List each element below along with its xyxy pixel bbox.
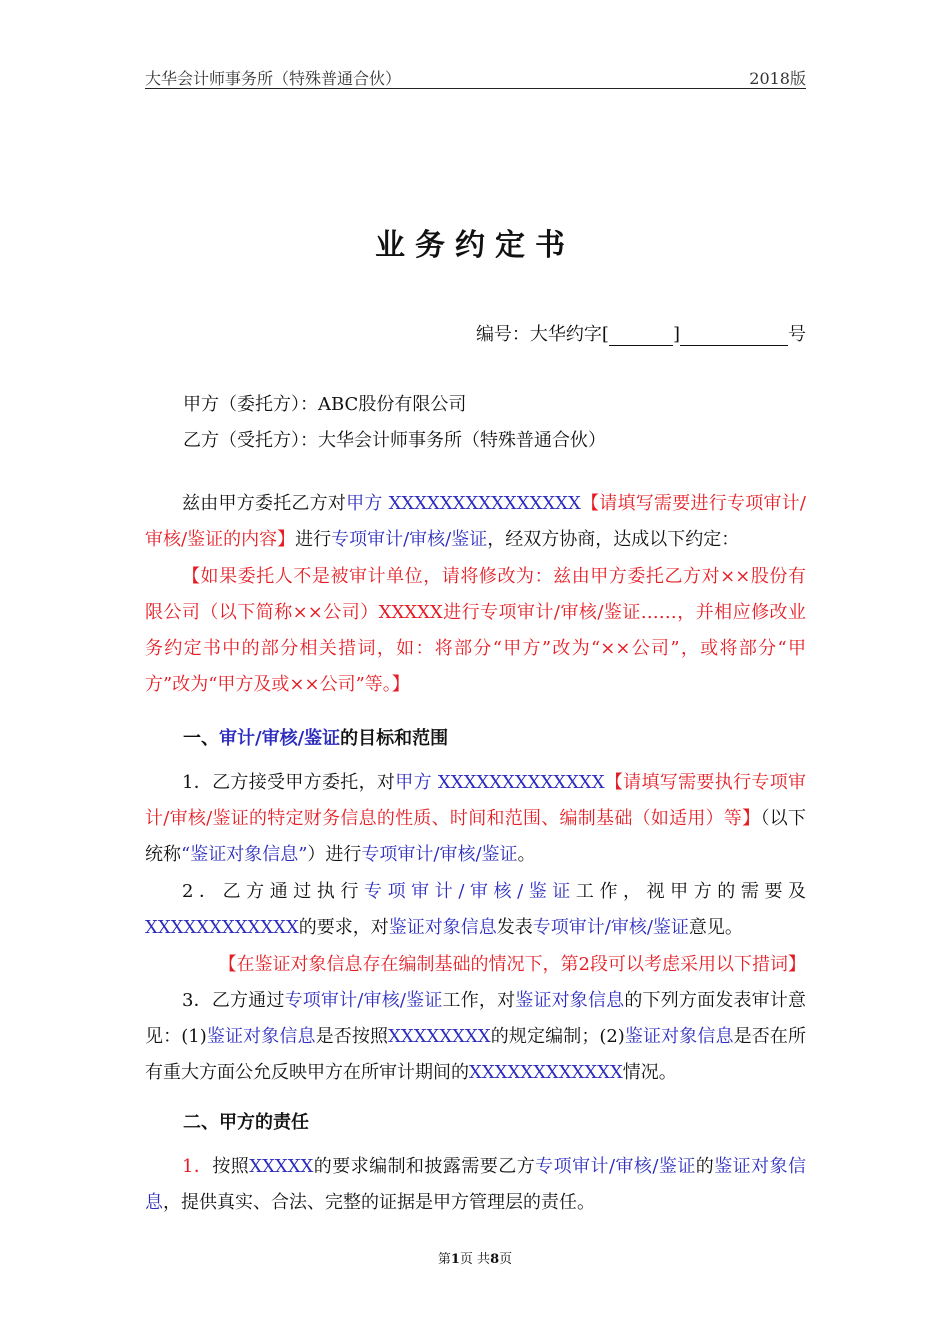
intro-text-1: 兹由甲方委托乙方对	[182, 493, 347, 514]
intro-subject: 甲方 XXXXXXXXXXXXXXX	[346, 493, 581, 514]
header-version: 2018版	[749, 69, 806, 88]
section-1-heading	[183, 724, 448, 750]
section-1-blue-term: 审计/审核/鉴证	[219, 728, 341, 749]
document-title: 业务约定书	[375, 228, 575, 263]
doc-number-prefix: 编号：大华约字[	[475, 324, 609, 345]
s1-item1-text-f: ）进行	[307, 844, 362, 865]
intro-fill-note: 【请填写需要进行专项审计/审核/鉴证的内容】	[145, 493, 806, 550]
footer-total-pages: 8	[490, 1252, 500, 1267]
section-2-heading: 二、甲方的责任	[183, 1112, 309, 1133]
footer-text-b: 页 共	[459, 1252, 491, 1267]
s2-item1-text-h: ，提供真实、合法、完整的证据是甲方管理层的责任。	[163, 1192, 595, 1213]
footer-text-a: 第	[437, 1252, 451, 1267]
s1-item1-fill-note: 【请填写需要执行专项审计/审核/鉴证的特定财务信息的性质、时间和范围、编制基础（如适用）等】	[145, 772, 807, 829]
s1-item1-text-a: 1．乙方接受甲方委托，对	[182, 772, 396, 793]
s2-item1-defined-term: 鉴证对象信息	[145, 1156, 807, 1213]
doc-number-blank-1	[609, 325, 673, 346]
s1-item1-text-h: 。	[517, 844, 536, 865]
doc-number-blank-2	[680, 325, 788, 346]
section-1-item-3	[145, 983, 806, 1091]
header-firm-name: 大华会计师事务所（特殊普通合伙）	[145, 69, 402, 88]
s1-item2-text-e: 的要求，对	[298, 917, 389, 938]
intro-paragraph	[145, 486, 806, 558]
s1-item3-placeholder-2: XXXXXXXXXXXX	[469, 1062, 623, 1083]
s1-item1-engagement-type: 专项审计/审核/鉴证	[361, 844, 518, 865]
party-b: 乙方（受托方）：大华会计师事务所（特殊普通合伙）	[183, 430, 606, 451]
s1-item3-text-a: 3．乙方通过	[182, 990, 285, 1011]
section-1-suffix: 的目标和范围	[340, 728, 449, 749]
s1-item2-text-i: 意见。	[688, 917, 743, 938]
footer-text-c: 页	[499, 1252, 513, 1267]
intro-text-3: ，经双方协商，达成以下约定：	[487, 529, 740, 550]
s1-item2-engagement-type-2: 专项审计/审核/鉴证	[532, 917, 689, 938]
s1-item3-text-m: 情况。	[622, 1062, 677, 1083]
s1-item1-subject: 甲方 XXXXXXXXXXXXX	[395, 772, 605, 793]
s1-item3-text-k: 是否在所有重大方面公允反映甲方在所审计期间的	[145, 1026, 807, 1083]
s1-item2-text-g: 发表	[496, 917, 533, 938]
s1-item2-defined-term: 鉴证对象信息	[388, 917, 497, 938]
s2-item1-placeholder: XXXXX	[249, 1156, 314, 1177]
s1-item3-text-e: 的下列方面发表审计意见：(1)	[145, 990, 807, 1047]
intro-text-2: 进行	[295, 529, 332, 550]
party-a: 甲方（委托方）：ABC股份有限公司	[183, 394, 467, 415]
s1-item3-text-i: 的规定编制；(2)	[490, 1026, 625, 1047]
section-2-item-1	[145, 1149, 806, 1221]
s1-item3-text-g: 是否按照	[315, 1026, 389, 1047]
s2-item1-text-b: 按照	[212, 1156, 250, 1177]
s1-item2-text-c: 工作，视甲方的需要及	[575, 881, 807, 902]
document-number	[476, 320, 806, 346]
s1-item2-text-a: 2．乙方通过执行	[182, 881, 365, 902]
doc-number-mid: ]	[672, 324, 680, 345]
s2-item1-number: 1．	[182, 1156, 213, 1177]
basis-note: 【在鉴证对象信息存在编制基础的情况下，第2段可以考虑采用以下措词】	[218, 954, 806, 975]
s1-item3-placeholder: XXXXXXXX	[388, 1026, 491, 1047]
section-1-item-1	[145, 765, 806, 873]
s1-item3-defined-term-3: 鉴证对象信息	[624, 1026, 734, 1047]
s1-item3-defined-term-2: 鉴证对象信息	[206, 1026, 316, 1047]
client-note-paragraph: 【如果委托人不是被审计单位，请将修改为：兹由甲方委托乙方对××股份有限公司（以下简称××公司）XXXXX进行专项审计/审核/鉴证……，并相应修改业务约定书中的部分相关措词，如：将部分“甲方”改为“××公司”，或将部分“甲方”改为“甲方及或××公司”等。】	[145, 566, 806, 695]
s2-item1-engagement-type: 专项审计/审核/鉴证	[535, 1156, 696, 1177]
s2-item1-text-f: 的	[695, 1156, 715, 1177]
doc-number-suffix: 号	[788, 324, 806, 345]
page-header	[145, 64, 806, 89]
s1-item2-engagement-type: 专项审计/审核/鉴证	[364, 881, 576, 902]
s1-item2-placeholder: XXXXXXXXXXXX	[145, 917, 299, 938]
section-1-prefix: 一、	[183, 728, 219, 749]
s2-item1-text-d: 的要求编制和披露需要乙方	[313, 1156, 536, 1177]
footer-page-number: 1	[450, 1252, 460, 1267]
intro-engagement-type: 专项审计/审核/鉴证	[331, 529, 488, 550]
page-footer	[0, 1248, 950, 1267]
s1-item1-defined-term: “鉴证对象信息”	[181, 844, 308, 865]
s1-item3-defined-term: 鉴证对象信息	[515, 990, 625, 1011]
s1-item3-text-c: 工作，对	[442, 990, 516, 1011]
section-1-item-2	[145, 874, 806, 946]
s1-item1-text-d: （以下统称	[145, 808, 806, 865]
s1-item3-engagement-type: 专项审计/审核/鉴证	[284, 990, 443, 1011]
